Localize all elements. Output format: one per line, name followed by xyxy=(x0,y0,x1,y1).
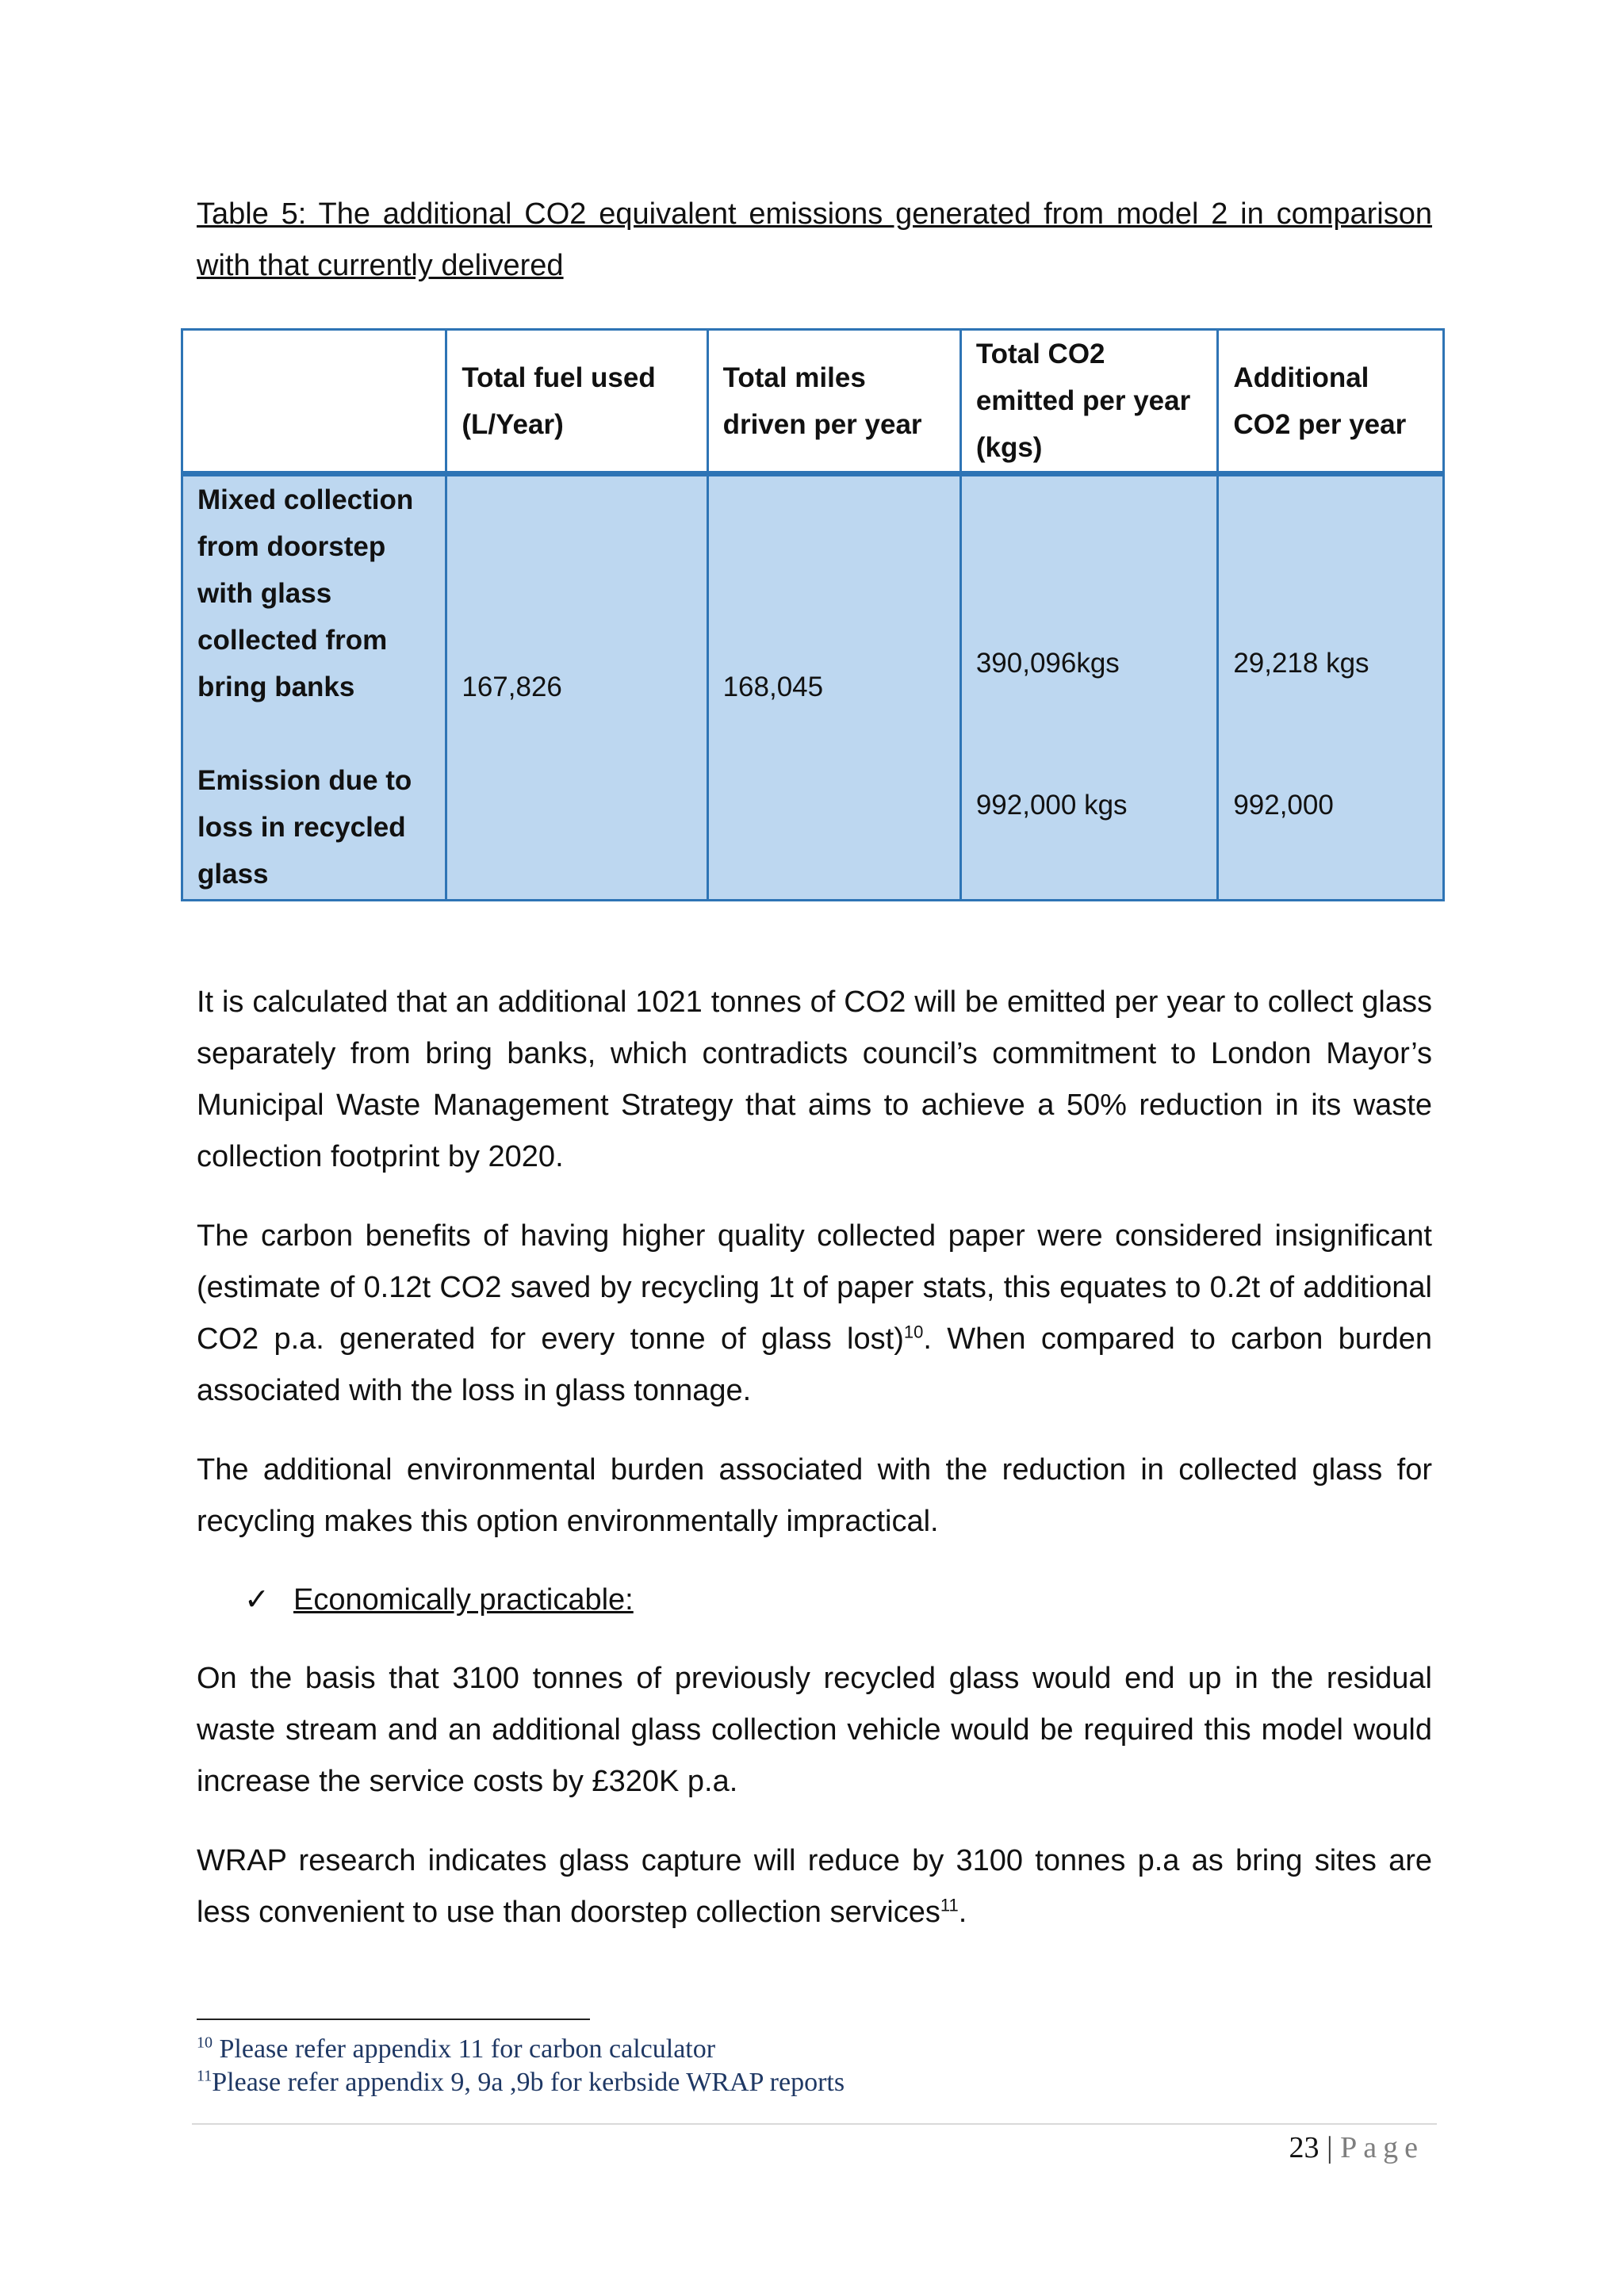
page-footer xyxy=(1289,2130,1424,2166)
row-label-cell xyxy=(182,474,446,901)
additional-value-loss: 992,000 xyxy=(1233,790,1334,821)
paragraph-carbon-benefits-text: The carbon benefits of having higher quality collected paper were considered insignificant (estimate of 0.12t CO2 saved by recycling 1t of paper stats, this equates to 0.2t of additional CO2 p.a. generated for every tonne of glass lost) xyxy=(197,1219,1432,1356)
header-cell-additional: Additional CO2 per year xyxy=(1218,330,1444,474)
footnote-11 xyxy=(197,2066,845,2099)
additional-value-mixed: 29,218 kgs xyxy=(1233,648,1369,679)
table-row xyxy=(182,474,1444,901)
additional-cell xyxy=(1218,474,1444,901)
page-separator: | xyxy=(1327,2131,1333,2164)
fuel-cell xyxy=(446,474,707,901)
page-word: Page xyxy=(1340,2131,1424,2164)
co2-cell xyxy=(960,474,1217,901)
paragraph-carbon-benefits-tail: . When compared to carbon burden associated with the loss in glass tonnage. xyxy=(197,1322,1432,1407)
co2-value-mixed: 390,096kgs xyxy=(975,648,1120,679)
footer-divider xyxy=(192,2123,1437,2125)
checkmark-icon: ✓ xyxy=(244,1583,270,1617)
page-number: 23 xyxy=(1289,2131,1320,2164)
economically-practicable-label: Economically practicable: xyxy=(293,1583,634,1617)
footnote-number: 11 xyxy=(197,2067,213,2085)
footnote-separator xyxy=(197,2019,590,2020)
header-cell-empty xyxy=(182,330,446,474)
paragraph-wrap-research xyxy=(197,1835,1432,1938)
row-label-mixed-collection: Mixed collection from doorstep with glass collected from bring banks xyxy=(197,484,414,702)
paragraph-environmental-burden: The additional environmental burden associated with the reduction in collected glass for recycling makes this option environmentally impractical. xyxy=(197,1453,1432,1538)
table-caption: Table 5: The additional CO2 equivalent emissions generated from model 2 in comparison with that currently delivered xyxy=(197,197,1432,282)
miles-value: 168,045 xyxy=(722,672,824,702)
header-cell-miles: Total miles driven per year xyxy=(707,330,960,474)
paragraph-service-costs: On the basis that 3100 tonnes of previously recycled glass would end up in the residual waste stream and an additional glass collection vehicle would be required this model would increase the service costs by £320K p.a. xyxy=(197,1662,1432,1798)
header-cell-co2: Total CO2 emitted per year (kgs) xyxy=(960,330,1217,474)
paragraph-wrap-research-text: WRAP research indicates glass capture will reduce by 3100 tonnes p.a as bring sites are less convenient to use than doorstep collection services xyxy=(197,1844,1432,1929)
footnote-text: Please refer appendix 11 for carbon calculator xyxy=(213,2034,716,2064)
emissions-table xyxy=(181,328,1445,901)
footnote-ref-11[interactable]: 11 xyxy=(940,1895,959,1915)
miles-cell xyxy=(707,474,960,901)
footnote-ref-10[interactable]: 10 xyxy=(903,1322,924,1342)
header-cell-fuel: Total fuel used (L/Year) xyxy=(446,330,707,474)
footnote-number: 10 xyxy=(197,2034,213,2052)
footnote-text: Please refer appendix 9, 9a ,9b for kerbside WRAP reports xyxy=(212,2068,845,2097)
paragraph-additional-tonnes: It is calculated that an additional 1021 tonnes of CO2 will be emitted per year to collect glass separately from bring banks, which contradicts council’s commitment to London Mayor’s Municipal Waste Management Strategy that aims to achieve a 50% reduction in its waste collection footprint by 2020. xyxy=(197,985,1432,1173)
paragraph-carbon-benefits xyxy=(197,1211,1432,1417)
economically-practicable-item xyxy=(244,1575,634,1626)
paragraph-wrap-research-tail: . xyxy=(958,1896,967,1929)
fuel-value: 167,826 xyxy=(462,672,562,702)
table-header-row xyxy=(182,330,1444,474)
co2-value-loss: 992,000 kgs xyxy=(975,790,1128,821)
footnote-10 xyxy=(197,2033,715,2066)
row-label-emission-loss: Emission due to loss in recycled glass xyxy=(197,765,412,890)
